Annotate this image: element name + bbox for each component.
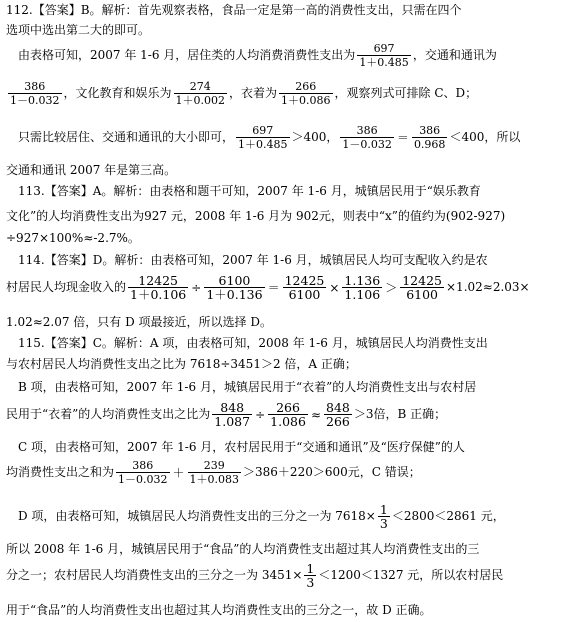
operator: ÷ (191, 280, 202, 295)
operator: ≈ (310, 407, 321, 422)
q114-text: 村居民人均现金收入的 (6, 280, 127, 294)
fraction (378, 503, 390, 530)
q115-text: ＞386＋220＞600元，C 错误； (243, 465, 421, 479)
operator: ＞ (385, 280, 398, 295)
q115-line-6 (6, 459, 421, 486)
operator: ＝ (396, 130, 409, 145)
denominator: 3 (379, 516, 388, 531)
denominator: 0.968 (413, 138, 446, 151)
numerator: 12425 (402, 273, 442, 288)
denominator: 1.106 (344, 287, 381, 302)
numerator: 1.136 (344, 273, 381, 288)
fraction (212, 401, 252, 428)
q112-line-3 (18, 42, 497, 69)
numerator: 848 (220, 400, 245, 415)
denominator: 1＋0.485 (238, 138, 288, 151)
fraction (304, 562, 316, 589)
numerator: 697 (373, 42, 395, 55)
q112-text: ，衣着为 (229, 86, 278, 100)
denominator: 1－0.032 (342, 138, 392, 151)
q115-text: ＜1200＜1327 元，所以农村居民 (318, 568, 504, 582)
q115-text: D 项，由表格可知，城镇居民人均消费性支出的三分之一为 7618× (18, 509, 376, 523)
q114-line-3: 1.02≈2.07 倍，只有 D 项最接近，所以选择 D。 (6, 315, 272, 329)
q113-line-2: 文化”的人均消费性支出为927 元，2008 年 1-6 月为 902元，则表中“x”的值约为(902-927) (6, 209, 506, 223)
q115-line-8: 所以 2008 年 1-6 月，城镇居民用于“食品”的人均消费性支出超过其人均消费性支出的三 (6, 542, 480, 556)
q113-line-1: 113.【答案】A。解析：由表格和题干可知，2007 年 1-6 月，城镇居民用于“娱乐教育 (18, 184, 481, 198)
q115-text: 民用于“衣着”的人均消费性支出之比为 (6, 407, 211, 421)
numerator: 1 (379, 502, 388, 517)
denominator: 1＋0.002 (175, 94, 226, 107)
denominator: 3 (306, 575, 315, 590)
fraction (324, 401, 352, 428)
q115-line-4 (6, 401, 446, 428)
q112-text: ，交通和通讯为 (412, 48, 497, 62)
q112-text: 由表格可知，2007 年 1-6 月，居住类的人均消费消费性支出为 (18, 48, 356, 62)
operator: ÷ (255, 407, 266, 422)
q112-line-2: 选项中选出第二大的即可。 (6, 23, 151, 37)
q112-text: ，观察列式可排除 C、D； (334, 86, 478, 100)
denominator: 1.086 (270, 414, 306, 429)
q112-text: ＜400，所以 (449, 130, 521, 144)
q115-text: 分之一；农村居民人均消费性支出的三分之一为 3451× (6, 568, 303, 582)
numerator: 12425 (284, 273, 325, 288)
q114-text: ×1.02≈2.03× (446, 280, 530, 294)
operator: ＋ (172, 465, 185, 480)
denominator: 1－0.032 (10, 94, 60, 107)
fraction (174, 80, 228, 107)
fraction (188, 459, 242, 486)
denominator: 6100 (283, 287, 327, 301)
denominator: 6100 (400, 287, 444, 301)
fraction (8, 80, 62, 107)
denominator: 1＋0.083 (189, 473, 240, 486)
fraction (400, 274, 444, 301)
q115-line-5: C 项，由表格可知，2007 年 1-6 月，农村居民用于“交通和通讯”及“医疗保健”的人 (18, 440, 465, 454)
denominator: 1＋0.485 (359, 56, 409, 69)
numerator: 386 (132, 459, 154, 472)
q112-line-4 (6, 80, 477, 107)
denominator: 1＋0.136 (206, 287, 263, 302)
operator: ＝ (267, 280, 280, 295)
q115-line-2: 与农村居民人均消费性支出之比为 7618÷3451＞2 倍，A 正确； (6, 357, 357, 371)
q115-line-3: B 项，由表格可知，2007 年 1-6 月，城镇居民用于“衣着”的人均消费性支出与农村居 (18, 380, 477, 394)
operator: × (329, 280, 340, 295)
q115-text: ＞3倍，B 正确； (353, 407, 447, 421)
numerator: 386 (419, 124, 441, 137)
q112-text: ，文化教育和娱乐为 (63, 86, 172, 100)
denominator: 1－0.032 (118, 473, 168, 486)
fraction (342, 274, 382, 301)
q112-line-1: 112.【答案】B。解析：首先观察表格，食品一定是第一高的消费性支出，只需在四个 (6, 3, 462, 17)
fraction (357, 42, 411, 69)
numerator: 266 (276, 400, 300, 415)
fraction (283, 274, 327, 301)
fraction (412, 124, 448, 151)
q115-line-1: 115.【答案】C。解析：A 项，由表格可知，2008 年 1-6 月，城镇居民人均消费性支出 (18, 336, 488, 350)
numerator: 697 (252, 124, 274, 137)
numerator: 266 (295, 80, 317, 93)
q112-text: ＞400， (291, 130, 339, 144)
fraction (116, 459, 170, 486)
numerator: 12425 (138, 273, 179, 288)
q114-line-1: 114.【答案】D。解析：由表格可知，2007 年 1-6 月，城镇居民人均可支配收入约是农 (18, 253, 488, 267)
fraction (279, 80, 333, 107)
denominator: 1＋0.086 (281, 94, 331, 107)
fraction (268, 401, 308, 428)
numerator: 848 (326, 400, 350, 415)
numerator: 274 (189, 80, 211, 93)
q115-line-10: 用于“食品”的人均消费性支出也超过其人均消费性支出的三分之一，故 D 正确。 (6, 603, 432, 617)
denominator: 266 (326, 414, 350, 429)
fraction (128, 274, 188, 301)
q115-text: ＜2800＜2861 元， (391, 509, 505, 523)
fraction (340, 124, 394, 151)
q112-line-6: 交通和通讯 2007 年是第三高。 (6, 163, 177, 177)
q112-line-5 (18, 124, 520, 151)
numerator: 6100 (218, 273, 251, 288)
fraction (204, 274, 264, 301)
q115-text: 均消费性支出之和为 (6, 465, 115, 479)
numerator: 386 (356, 124, 378, 137)
numerator: 239 (203, 459, 225, 472)
denominator: 1.087 (214, 414, 251, 429)
fraction (236, 124, 290, 151)
numerator: 1 (306, 561, 315, 576)
q115-line-7 (18, 503, 505, 530)
q115-line-9 (6, 562, 503, 589)
denominator: 1＋0.106 (130, 287, 187, 302)
q112-text: 只需比较居住、交通和通讯的大小即可， (18, 130, 235, 144)
q113-line-3: ÷927×100%≈-2.7%。 (6, 231, 140, 245)
numerator: 386 (24, 80, 46, 93)
q114-line-2 (6, 274, 530, 301)
